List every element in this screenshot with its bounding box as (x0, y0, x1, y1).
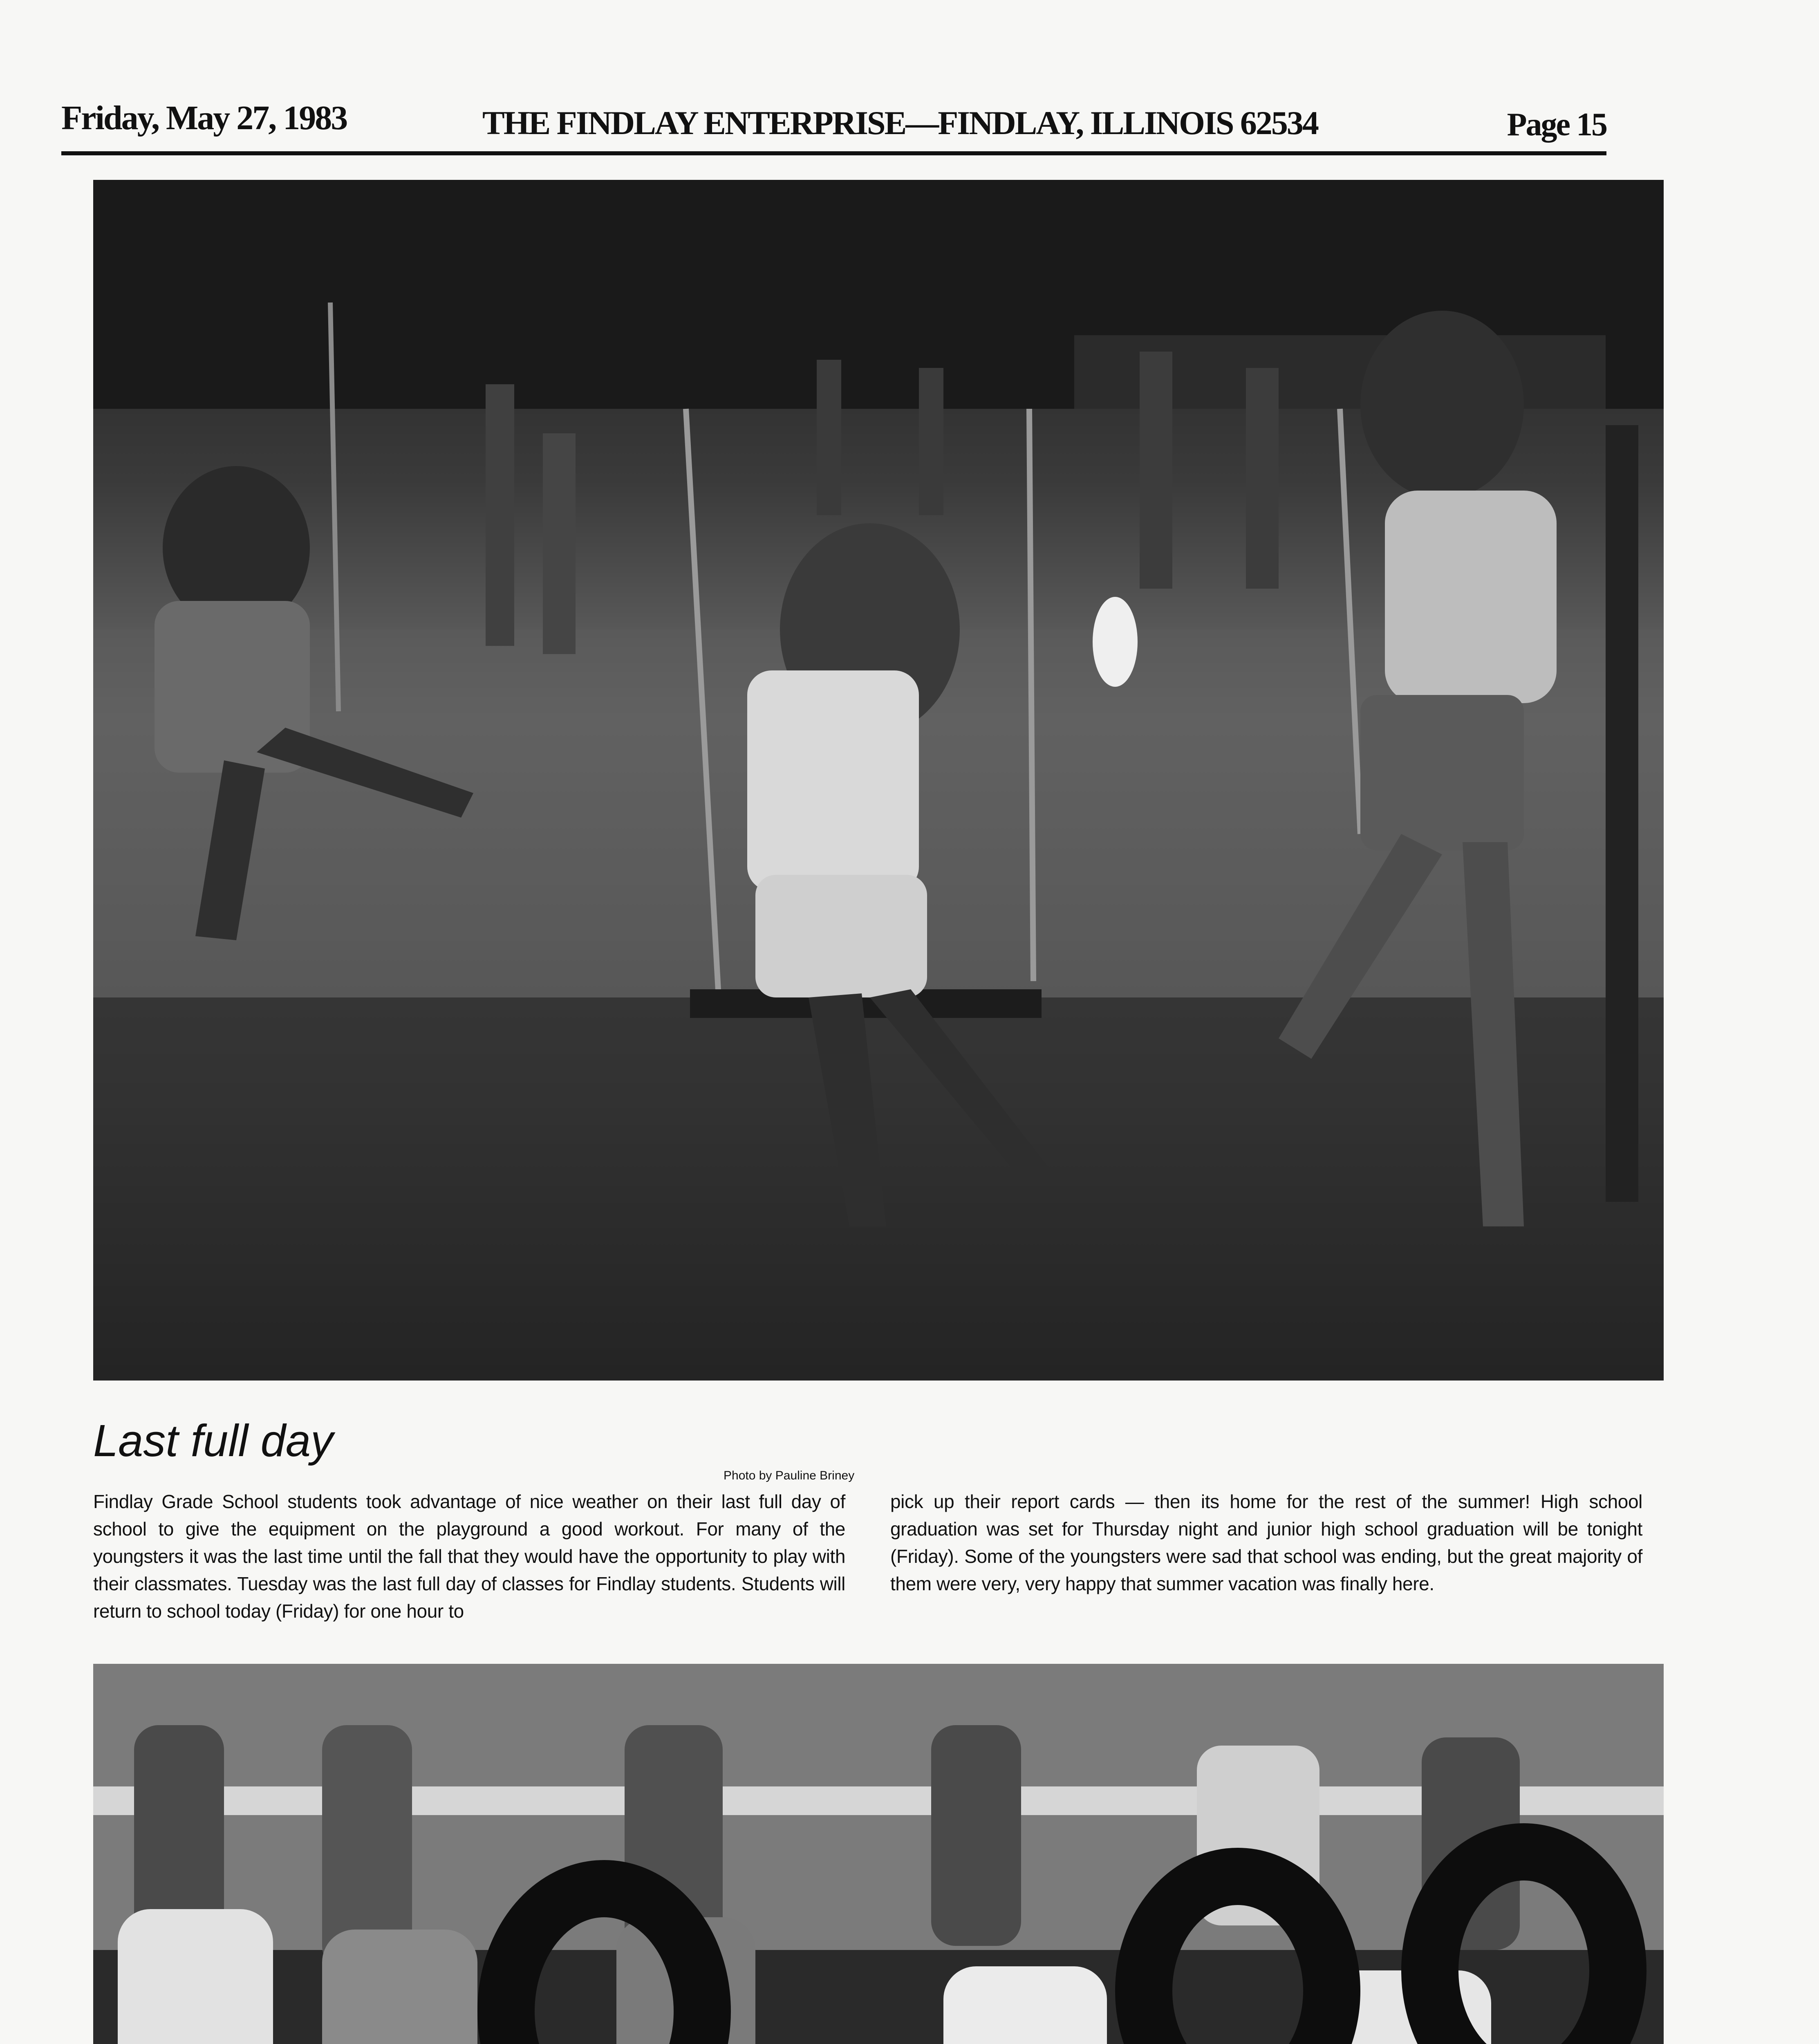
page-header (61, 98, 1606, 159)
page-number: Page 15 (1507, 107, 1606, 143)
header-rule (61, 151, 1606, 155)
swings-photo (93, 180, 1664, 1381)
swings-photo-image (93, 180, 1664, 1381)
photo-credit: Photo by Pauline Briney (724, 1469, 855, 1482)
issue-date: Friday, May 27, 1983 (61, 99, 347, 137)
caption-column-left: Findlay Grade School students took advantage of nice weather on their last full day of school to give the equipment on the playground a good workout. For many of the youngsters it was the last time until the fall that they would have the opportunity to play with their classmates. Tuesday was the last full day of classes for Findlay students. Students will return to school today (Friday) for one hour to (93, 1491, 845, 1622)
newspaper-masthead: THE FINDLAY ENTERPRISE—FINDLAY, ILLINOIS 62534 (482, 104, 1318, 141)
article-title: Last full day (93, 1416, 334, 1466)
caption-column-right: pick up their report cards — then its home for the rest of the summer! High school graduation was set for Thursday night and junior high school graduation will be tonight (Friday). Some of the youngsters were sad that school was ending, but the great majority of them were very, very happy that summer vacation was finally here. (890, 1491, 1642, 1594)
tire-climber-photo-image (93, 1664, 1664, 2044)
tire-climber-photo (93, 1664, 1664, 2044)
